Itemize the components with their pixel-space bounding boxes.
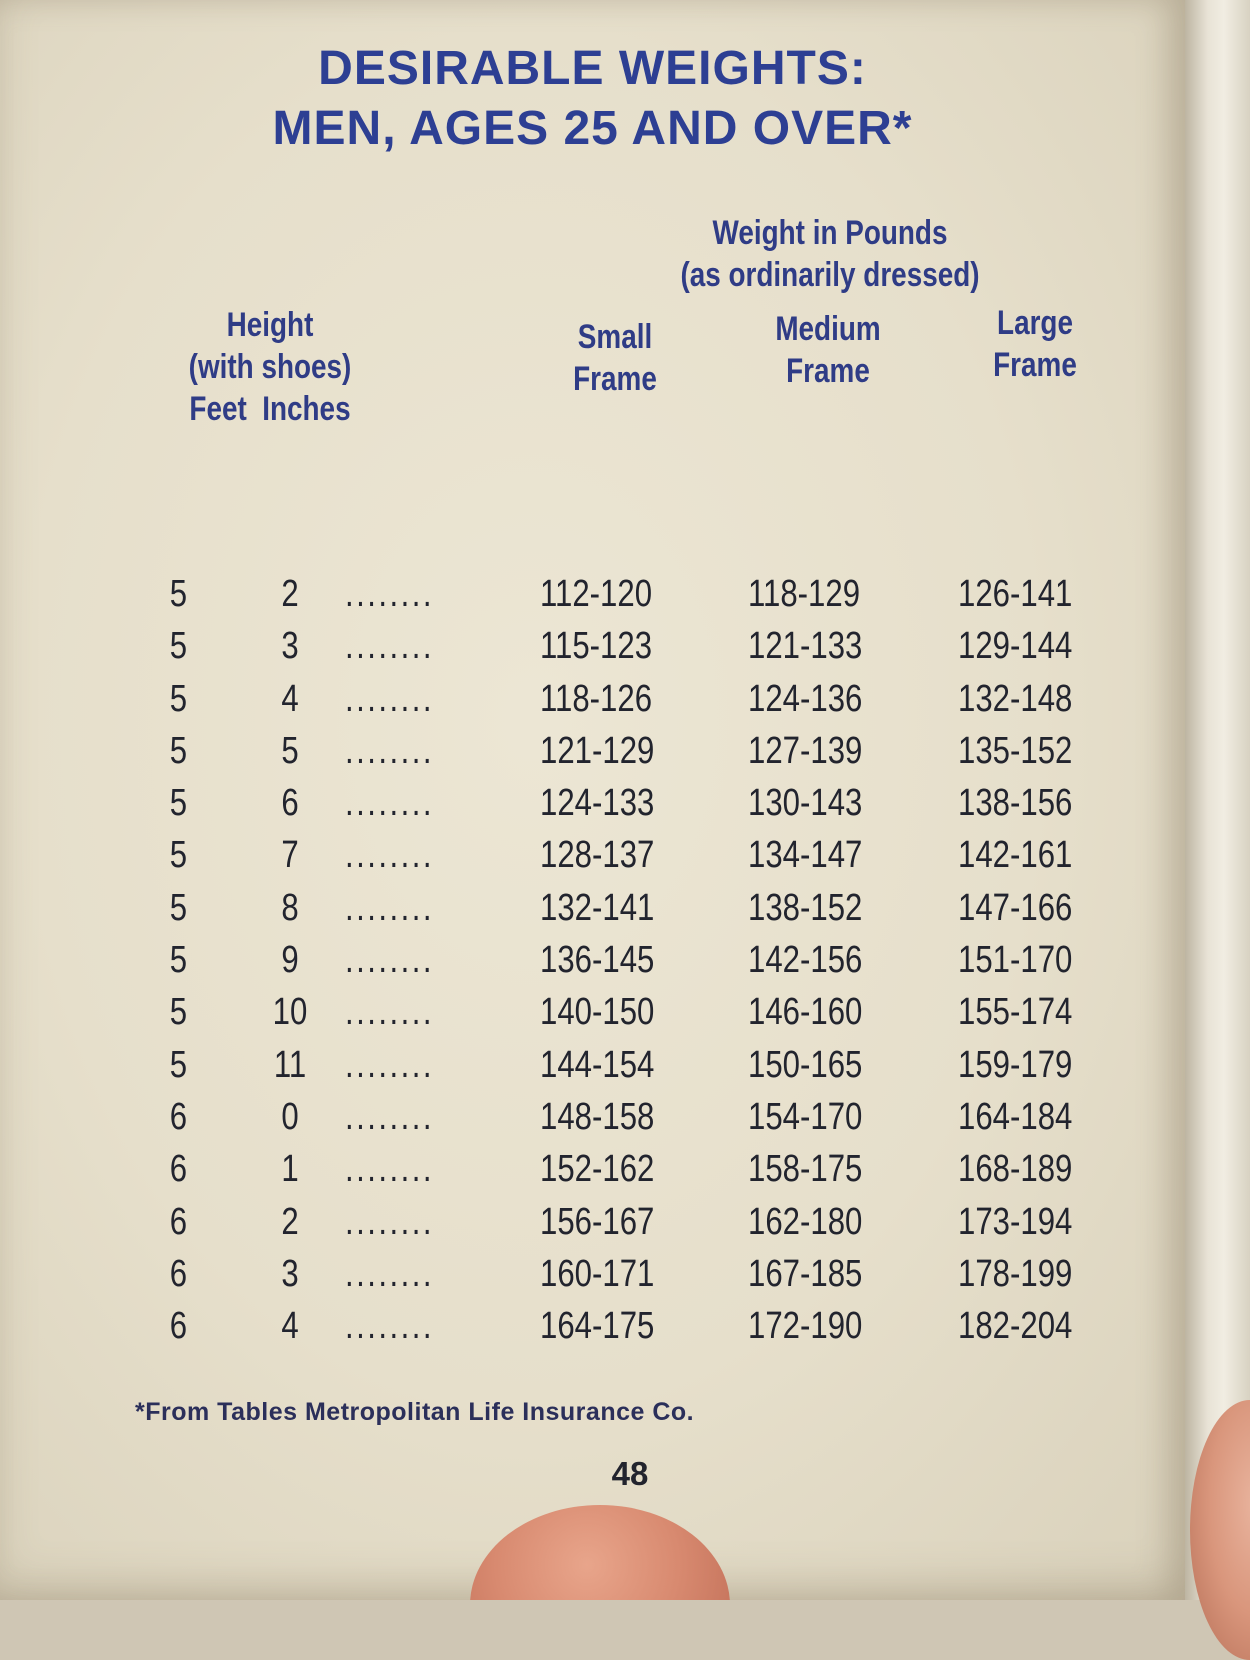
thumb-image [470, 1505, 730, 1600]
medium-frame-cell: 154-170 [748, 1095, 863, 1138]
small-frame-header-line-1: Small [577, 318, 653, 356]
feet-cell: 6 [169, 1148, 188, 1191]
dot-leader: ........ [345, 573, 434, 615]
small-frame-cell: 121-129 [540, 729, 655, 772]
weight-table [150, 568, 1110, 1352]
large-frame-cell: 173-194 [958, 1200, 1073, 1243]
footnote: *From Tables Metropolitan Life Insurance Co. [135, 1398, 695, 1426]
dot-leader: ........ [345, 1305, 434, 1348]
page-number: 48 [611, 1455, 649, 1492]
large-frame-cell: 147-166 [958, 886, 1073, 929]
small-frame-cell: 156-167 [540, 1200, 655, 1243]
feet-cell: 5 [169, 782, 188, 825]
table-row [150, 725, 1110, 777]
large-frame-header-line-1: Large [997, 304, 1073, 342]
dot-leader: ........ [345, 677, 434, 720]
inches-cell: 2 [281, 573, 299, 615]
inches-cell: 8 [281, 886, 299, 929]
feet-cell: 5 [169, 1043, 188, 1086]
small-frame-cell: 144-154 [540, 1043, 655, 1086]
large-frame-cell: 129-144 [958, 625, 1073, 668]
small-frame-cell: 160-171 [540, 1252, 655, 1295]
medium-frame-cell: 138-152 [748, 886, 863, 929]
medium-frame-cell: 162-180 [748, 1200, 863, 1243]
inches-cell: 3 [281, 1252, 299, 1295]
small-frame-cell: 132-141 [540, 886, 655, 929]
small-frame-header [533, 316, 697, 400]
feet-cell: 6 [169, 1252, 188, 1295]
inches-cell: 5 [281, 729, 299, 772]
feet-cell: 5 [169, 677, 188, 720]
feet-cell: 6 [169, 1305, 188, 1348]
medium-frame-header-line-1: Medium [775, 310, 881, 348]
height-column-header [155, 304, 385, 430]
medium-frame-cell: 134-147 [748, 834, 863, 877]
dot-leader: ........ [345, 1095, 434, 1138]
inches-cell: 4 [281, 1305, 299, 1348]
large-frame-cell: 164-184 [958, 1095, 1073, 1138]
small-frame-cell: 128-137 [540, 834, 655, 877]
table-row [150, 1039, 1110, 1091]
small-frame-cell: 140-150 [540, 991, 655, 1034]
table-row [150, 1248, 1110, 1300]
small-frame-cell: 152-162 [540, 1148, 655, 1191]
dot-leader: ........ [345, 1200, 434, 1243]
dot-leader: ........ [345, 886, 434, 929]
dot-leader: ........ [345, 729, 434, 772]
small-frame-cell: 124-133 [540, 782, 655, 825]
small-frame-cell: 118-126 [540, 677, 653, 720]
small-frame-cell: 164-175 [540, 1305, 655, 1348]
dot-leader: ........ [345, 991, 434, 1034]
dot-leader: ........ [345, 1148, 434, 1191]
dot-leader: ........ [345, 1043, 434, 1086]
feet-cell: 5 [169, 886, 188, 929]
table-row [150, 829, 1110, 881]
small-frame-cell: 136-145 [540, 939, 655, 982]
medium-frame-cell: 142-156 [748, 939, 863, 982]
feet-inches-header [155, 388, 385, 430]
dot-leader: ........ [345, 834, 434, 877]
small-frame-cell: 112-120 [540, 573, 653, 615]
medium-frame-cell: 127-139 [748, 729, 863, 772]
inches-header: Inches [262, 390, 351, 428]
large-frame-cell: 126-141 [958, 573, 1073, 615]
weight-column-group-header [666, 212, 994, 296]
large-frame-cell: 142-161 [958, 834, 1073, 877]
large-frame-cell: 182-204 [958, 1305, 1073, 1348]
medium-frame-cell: 118-129 [748, 573, 861, 615]
feet-cell: 6 [169, 1095, 188, 1138]
table-row [150, 568, 1110, 620]
inches-cell: 1 [281, 1148, 299, 1191]
inches-cell: 4 [281, 677, 299, 720]
medium-frame-cell: 146-160 [748, 991, 863, 1034]
dot-leader: ........ [345, 782, 434, 825]
large-frame-cell: 159-179 [958, 1043, 1073, 1086]
feet-cell: 5 [169, 939, 188, 982]
feet-header: Feet [189, 390, 247, 428]
medium-frame-header-line-2: Frame [786, 352, 870, 390]
medium-frame-cell: 150-165 [748, 1043, 863, 1086]
large-frame-cell: 135-152 [958, 729, 1073, 772]
inches-cell: 9 [281, 939, 299, 982]
medium-frame-cell: 130-143 [748, 782, 863, 825]
small-frame-header-line-2: Frame [573, 360, 657, 398]
table-row [150, 882, 1110, 934]
small-frame-cell: 148-158 [540, 1095, 655, 1138]
inches-cell: 11 [273, 1043, 307, 1086]
table-row [150, 777, 1110, 829]
feet-cell: 6 [169, 1200, 188, 1243]
weight-header-line-2: (as ordinarily dressed) [680, 256, 980, 294]
medium-frame-cell: 124-136 [748, 677, 863, 720]
large-frame-cell: 151-170 [958, 939, 1073, 982]
large-frame-cell: 155-174 [958, 991, 1073, 1034]
page-edge [1185, 0, 1250, 1600]
table-row [150, 934, 1110, 986]
large-frame-cell: 132-148 [958, 677, 1073, 720]
feet-cell: 5 [169, 991, 188, 1034]
table-row [150, 1143, 1110, 1195]
inches-cell: 7 [281, 834, 299, 877]
medium-frame-cell: 158-175 [748, 1148, 863, 1191]
table-row [150, 1300, 1110, 1352]
large-frame-cell: 168-189 [958, 1148, 1073, 1191]
inches-cell: 3 [281, 625, 299, 668]
medium-frame-cell: 167-185 [748, 1252, 863, 1295]
table-row [150, 673, 1110, 725]
large-frame-header [953, 302, 1117, 386]
medium-frame-cell: 172-190 [748, 1305, 863, 1348]
inches-cell: 0 [281, 1095, 299, 1138]
large-frame-cell: 178-199 [958, 1252, 1073, 1295]
medium-frame-cell: 121-133 [748, 625, 863, 668]
medium-frame-header [746, 308, 910, 392]
large-frame-cell: 138-156 [958, 782, 1073, 825]
dot-leader: ........ [345, 1252, 434, 1295]
feet-cell: 5 [169, 625, 188, 668]
table-row [150, 1196, 1110, 1248]
table-row [150, 1091, 1110, 1143]
small-frame-cell: 115-123 [540, 625, 653, 668]
feet-cell: 5 [169, 573, 188, 615]
height-header-line-1: Height [226, 306, 314, 344]
dot-leader: ........ [345, 625, 434, 668]
table-row [150, 986, 1110, 1038]
feet-cell: 5 [169, 834, 188, 877]
table-row [150, 620, 1110, 672]
page-title-line-2: MEN, AGES 25 AND OVER* [272, 102, 913, 155]
dot-leader: ........ [345, 939, 434, 982]
large-frame-header-line-2: Frame [993, 346, 1077, 384]
height-header-line-2: (with shoes) [188, 348, 352, 386]
inches-cell: 10 [272, 991, 308, 1034]
page-title-line-1: DESIRABLE WEIGHTS: [318, 42, 867, 95]
inches-cell: 6 [281, 782, 299, 825]
weight-header-line-1: Weight in Pounds [712, 214, 948, 252]
inches-cell: 2 [281, 1200, 299, 1243]
feet-cell: 5 [169, 729, 188, 772]
